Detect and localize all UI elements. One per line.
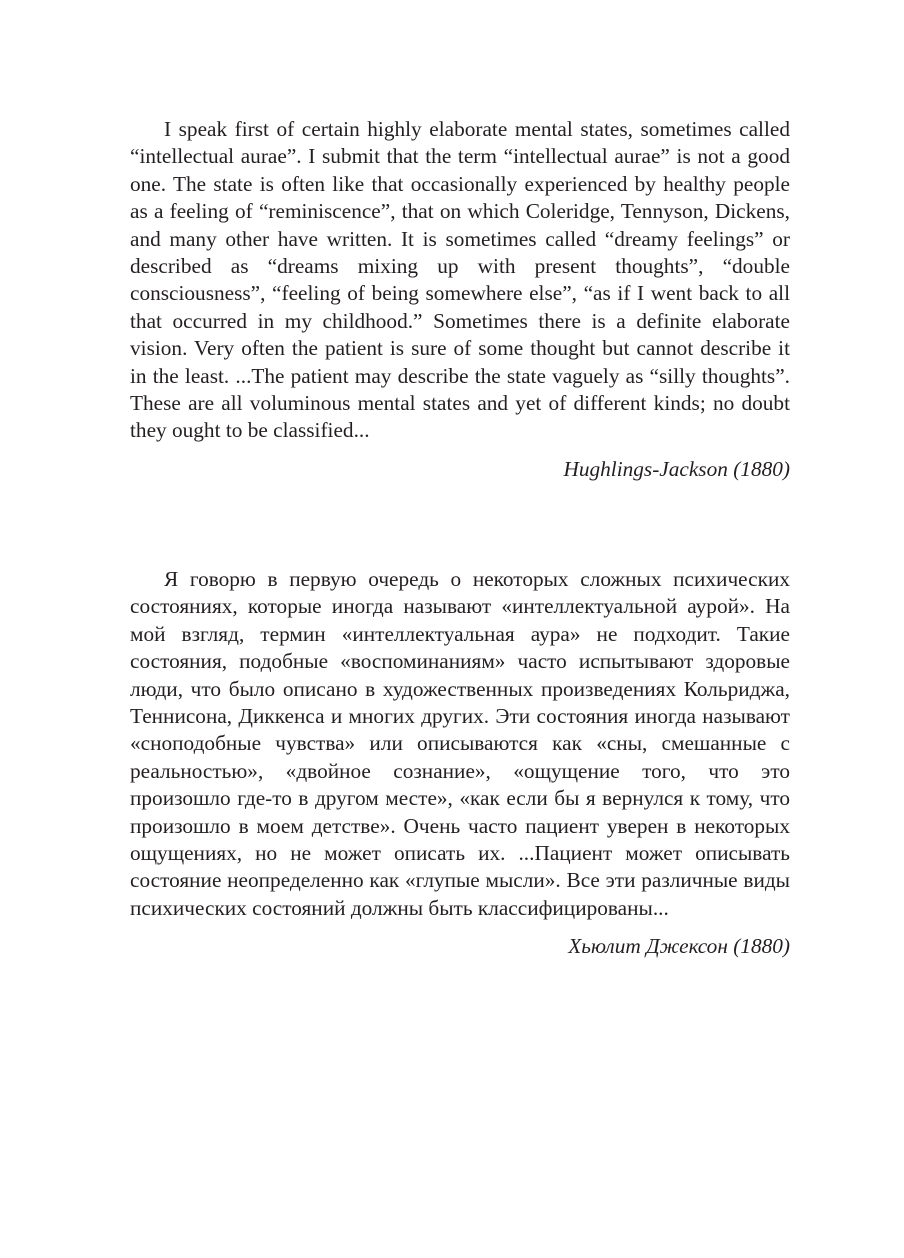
english-quote-text: I speak first of certain highly elaborate mental states, sometimes called “intellectual aurae”. I submit that the term “intellectual aurae” is not a good one. The state is often like that occasionally experienced by healthy people as a feeling of “reminiscence”, that on which Coleridge, Tennyson, Dickens, and many other have written. It is sometimes called “dreamy feelings” or described as “dreams mixing up with present thoughts”, “double consciousness”, “feeling of being somewhere else”, “as if I went back to all that occurred in my childhood.” Sometimes there is a definite elaborate vision. Very often the patient is sure of some thought but cannot describe it in the least. ...The patient may describe the state vaguely as “silly thoughts”. These are all voluminous mental states and yet of different kinds; no doubt they ought to be classified... [130,117,790,443]
english-attribution: Hughlings-Jackson (1880) [563,456,790,481]
russian-quote-text: Я говорю в первую очередь о некоторых сложных психических состояниях, которые иногда называют «интеллектуальной аурой». На мой взгляд, термин «интеллектуальная аура» не подходит. Такие состояния, подобные «воспоминаниям» часто испытывают здоровые люди, что было описано в художественных произведениях Кольриджа, Теннисона, Диккенса и многих других. Эти состояния иногда называют «сноподобные чувства» или описываются как «сны, смешанные с реальностью», «двойное сознание», «ощущение того, что это произошло где-то в другом месте», «как если бы я вернулся к тому, что произошло в моем детстве». Очень часто пациент уверен в некоторых ощущениях, но не может описать их. ...Пациент может описывать состояние неопределенно как «глупые мысли». Все эти различные виды психических состояний должны быть классифицированы... [130,567,790,920]
russian-epigraph [130,566,790,960]
english-epigraph [130,116,790,483]
russian-attribution: Хьюлит Джексон (1880) [568,934,790,959]
